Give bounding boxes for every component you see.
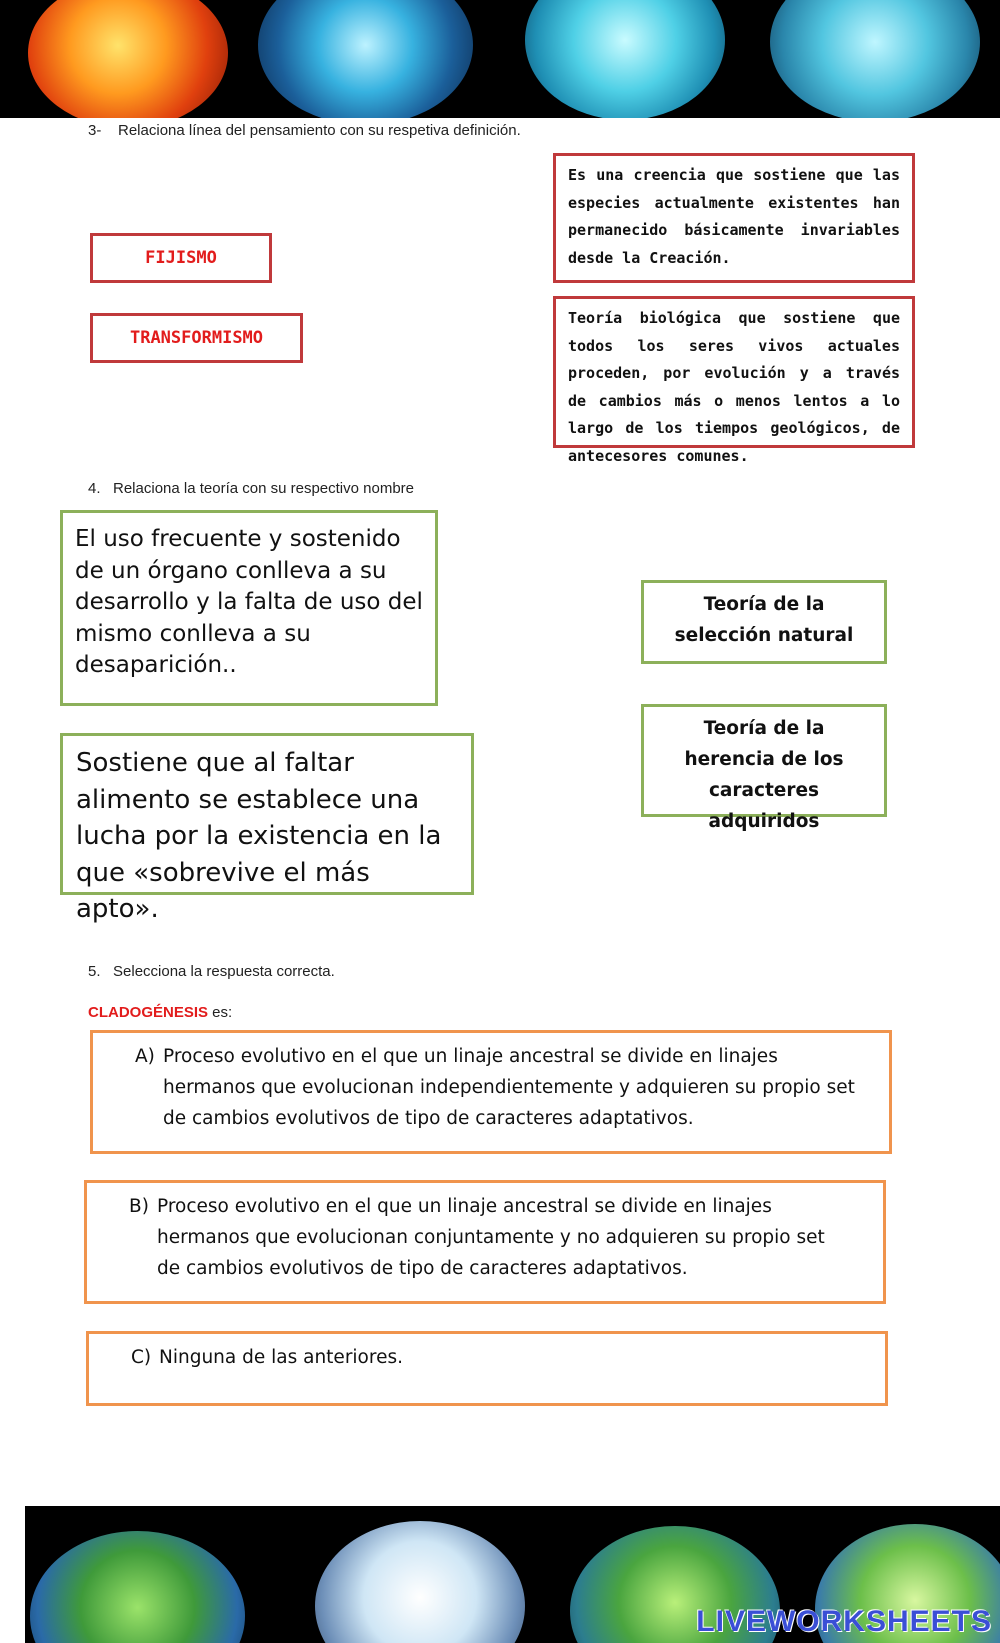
answer-option-c[interactable]: [86, 1331, 888, 1406]
option-letter: C): [131, 1347, 152, 1368]
theory-description-use-disuse[interactable]: El uso frecuente y sostenido de un órgano conlleva a su desarrollo y la falta de uso del mismo conlleva a su desaparición..: [60, 510, 438, 706]
question-4-label: 4. Relaciona la teoría con su respectivo nombre: [88, 480, 415, 497]
answer-option-a[interactable]: [90, 1030, 892, 1154]
option-text: Proceso evolutivo en el que un linaje ancestral se divide en linajes hermanos que evolucionan independientemente y adquieren su propio set de cambios evolutivos de tipo de caracteres adaptativos.: [163, 1046, 855, 1129]
theory-name-acquired-characters[interactable]: Teoría de la herencia de los caracteres adquiridos: [641, 704, 887, 817]
cladogenesis-prompt: [88, 1004, 232, 1021]
sea-life-planet-image: [770, 0, 980, 118]
top-banner-image: [0, 0, 1000, 118]
dinosaur-planet-image: [30, 1531, 245, 1643]
term-fijismo[interactable]: FIJISMO: [90, 233, 272, 283]
cladogenesis-term: CLADOGÉNESIS: [88, 1004, 209, 1021]
question-3-label: 3- Relaciona línea del pensamiento con su respetiva definición.: [88, 122, 521, 139]
option-letter: A): [135, 1046, 155, 1067]
bottom-banner-image: [25, 1506, 1000, 1643]
definition-transformismo[interactable]: Teoría biológica que sostiene que todos los seres vivos actuales proceden, por evolución y a través de cambios más o menos lentos a lo largo de los tiempos geológicos, de antecesores comunes.: [553, 296, 915, 448]
option-letter: B): [129, 1196, 149, 1217]
theory-description-survival-fittest[interactable]: Sostiene que al faltar alimento se establece una lucha por la existencia en la que «sobrevive el más apto».: [60, 733, 474, 895]
water-planet-image: [258, 0, 473, 118]
theory-name-natural-selection[interactable]: Teoría de la selección natural: [641, 580, 887, 664]
definition-fijismo[interactable]: Es una creencia que sostiene que las especies actualmente existentes han permanecido básicamente invariables desde la Creación.: [553, 153, 915, 283]
cladogenesis-suffix: es:: [208, 1004, 233, 1021]
option-text: Ninguna de las anteriores.: [159, 1347, 403, 1368]
option-text: Proceso evolutivo en el que un linaje ancestral se divide en linajes hermanos que evolucionan conjuntamente y no adquieren su propio set de cambios evolutivos de tipo de caracteres adaptativos.: [157, 1196, 825, 1279]
term-transformismo[interactable]: TRANSFORMISMO: [90, 313, 303, 363]
question-5-label: 5. Selecciona la respuesta correcta.: [88, 963, 335, 980]
answer-option-b[interactable]: [84, 1180, 886, 1304]
fire-planet-image: [28, 0, 228, 118]
ice-age-planet-image: [315, 1521, 525, 1643]
liveworksheets-watermark: LIVEWORKSHEETS: [696, 1605, 992, 1638]
ocean-planet-image: [525, 0, 725, 118]
